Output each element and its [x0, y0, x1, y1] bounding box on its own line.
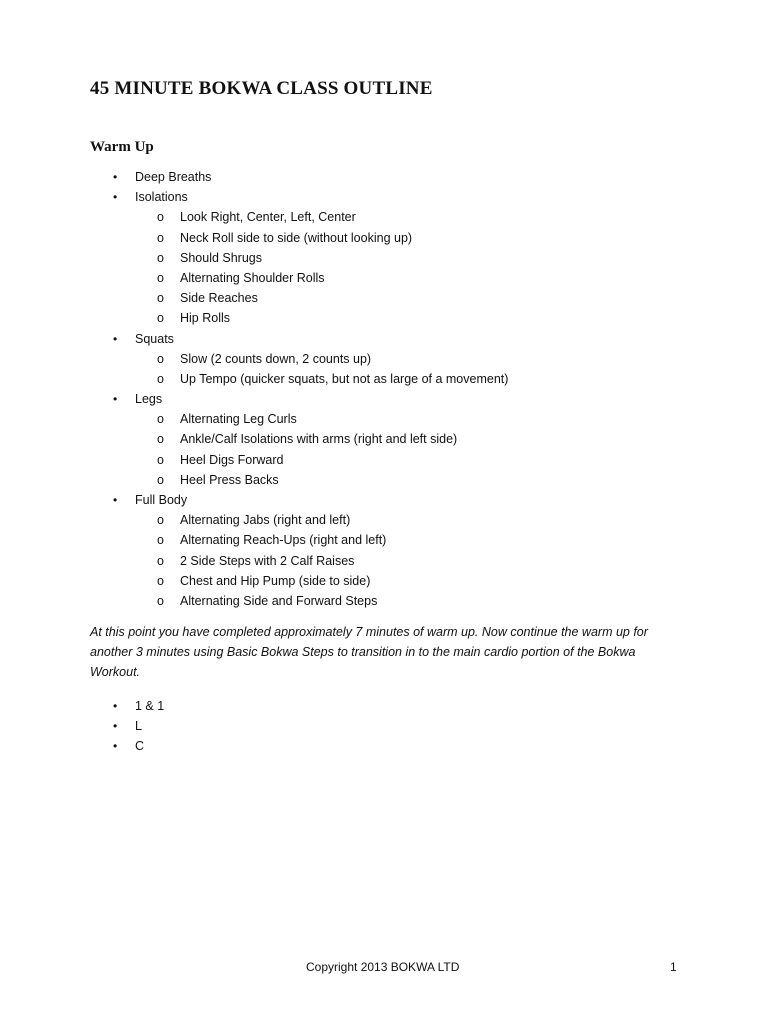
list-item-label: Alternating Leg Curls [180, 412, 297, 427]
sub-bullet-icon: o [157, 371, 164, 386]
sub-bullet-icon: o [157, 230, 164, 245]
list-item-label: L [135, 718, 142, 733]
sub-bullet-icon: o [157, 412, 164, 427]
section-heading-warm-up: Warm Up [90, 139, 154, 155]
sub-bullet-icon: o [157, 291, 164, 306]
list-item-label: 2 Side Steps with 2 Calf Raises [180, 553, 355, 568]
sub-bullet-icon: o [157, 270, 164, 285]
list-item-label: Alternating Jabs (right and left) [180, 513, 351, 528]
list-item-label: Neck Roll side to side (without looking up) [180, 230, 413, 245]
list-item-label: Up Tempo (quicker squats, but not as large of a movement) [180, 371, 509, 386]
bullet-icon: • [113, 738, 118, 753]
list-item-label: Look Right, Center, Left, Center [180, 210, 356, 225]
bullet-icon: • [113, 331, 118, 346]
sub-bullet-icon: o [157, 452, 164, 467]
page-number: 1 [670, 960, 677, 974]
document-title: 45 MINUTE BOKWA CLASS OUTLINE [90, 78, 433, 99]
list-item-label: Ankle/Calf Isolations with arms (right and left side) [180, 432, 458, 447]
list-item-label: Deep Breaths [135, 170, 212, 184]
list-item-label: Legs [135, 392, 163, 407]
sub-bullet-icon: o [157, 513, 164, 528]
list-item-label: 1 & 1 [135, 698, 165, 713]
list-item-label: Side Reaches [180, 291, 258, 306]
list-item-label: Hip Rolls [180, 311, 231, 326]
sub-bullet-icon: o [157, 311, 164, 326]
sub-bullet-icon: o [157, 472, 164, 487]
sub-bullet-icon: o [157, 210, 164, 225]
sub-bullet-icon: o [157, 432, 164, 447]
bullet-icon: • [113, 170, 118, 184]
bullet-icon: • [113, 698, 118, 713]
list-item-label: Heel Digs Forward [180, 452, 284, 467]
list-item-label: Should Shrugs [180, 250, 263, 265]
footer-copyright: Copyright 2013 BOKWA LTD [306, 960, 460, 974]
list-item-label: Alternating Shoulder Rolls [180, 270, 325, 285]
list-item-label: Chest and Hip Pump (side to side) [180, 573, 371, 588]
list-item-label: Alternating Side and Forward Steps [180, 593, 378, 608]
list-item-label: Slow (2 counts down, 2 counts up) [180, 351, 372, 366]
sub-bullet-icon: o [157, 533, 164, 548]
sub-bullet-icon: o [157, 351, 164, 366]
sub-bullet-icon: o [157, 593, 164, 608]
list-item-label: Heel Press Backs [180, 472, 279, 487]
bullet-icon: • [113, 493, 118, 507]
sub-bullet-icon: o [157, 250, 164, 265]
list-item-label: C [135, 738, 145, 753]
bullet-icon: • [113, 190, 118, 205]
bullet-icon: • [113, 392, 118, 407]
list-item-label: Isolations [135, 190, 188, 205]
sub-bullet-icon: o [157, 573, 164, 588]
list-item-label: Full Body [135, 493, 188, 507]
list-item-label: Alternating Reach-Ups (right and left) [180, 533, 387, 548]
list-item-label: Squats [135, 331, 174, 346]
warm-up-note: At this point you have completed approximately 7 minutes of warm up. Now continue the warm up for another 3 minutes using Basic Bokwa Steps to transition in to the main cardio portion of the Bokwa Workout. [90, 625, 648, 679]
sub-bullet-icon: o [157, 553, 164, 568]
bullet-icon: • [113, 718, 118, 733]
